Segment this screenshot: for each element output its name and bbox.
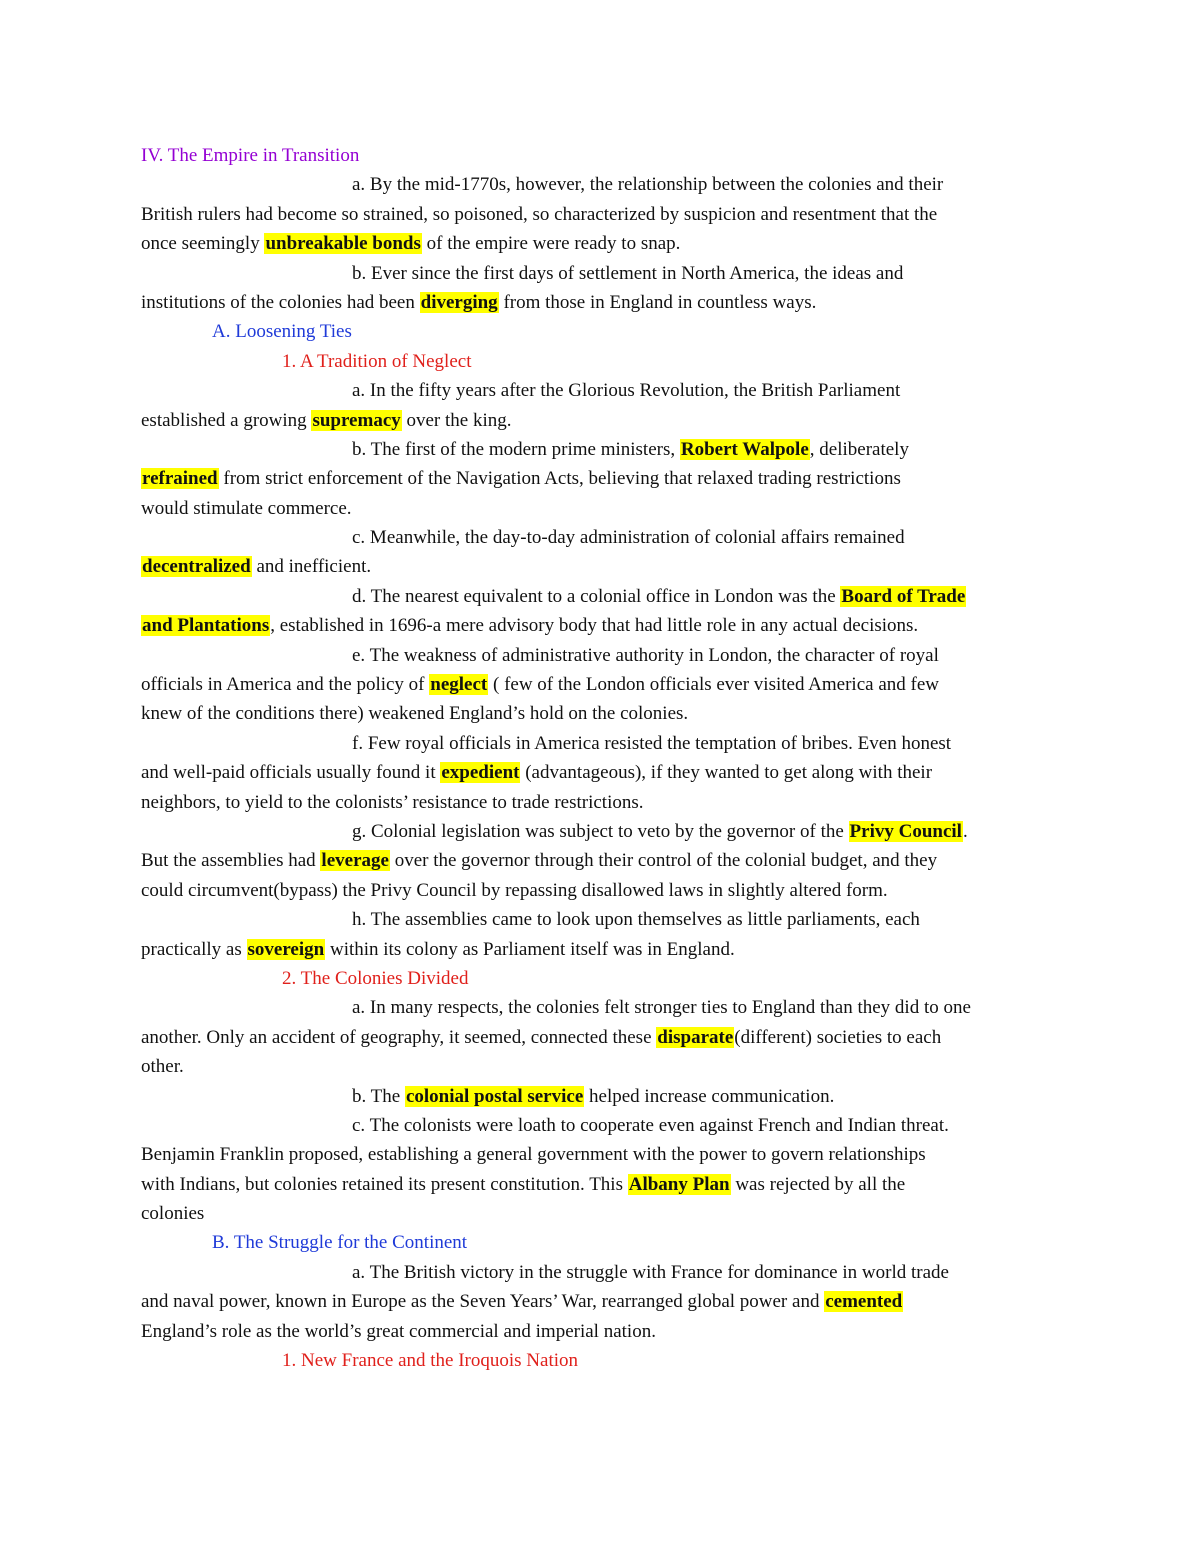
- text-line: d. The nearest equivalent to a colonial office in London was the Board of Trade: [352, 585, 966, 607]
- highlighted-term: unbreakable bonds: [265, 233, 421, 255]
- text-line: established a growing supremacy over the king.: [141, 409, 512, 431]
- section-a-heading: A. Loosening Ties: [212, 321, 352, 343]
- text-line: British rulers had become so strained, so poisoned, so characterized by suspicion and resentment that the: [141, 203, 938, 225]
- text-line: colonies: [141, 1203, 205, 1225]
- document-body: [141, 141, 1061, 1375]
- highlighted-term: diverging: [420, 291, 498, 313]
- subsection-a2-paragraphs: [141, 993, 1061, 1228]
- text-line: once seemingly unbreakable bonds of the empire were ready to snap.: [141, 233, 681, 255]
- text-line: England’s role as the world’s great commercial and imperial nation.: [141, 1320, 656, 1342]
- text-line: c. Meanwhile, the day-to-day administration of colonial affairs remained: [352, 527, 905, 549]
- text-line: Benjamin Franklin proposed, establishing a general government with the power to govern relationships: [141, 1144, 926, 1166]
- text-line: b. The first of the modern prime ministers, Robert Walpole, deliberately: [352, 438, 909, 460]
- section-b-heading: B. The Struggle for the Continent: [212, 1232, 468, 1254]
- subsection-a1-paragraphs: [141, 376, 1061, 964]
- highlighted-term: neglect: [430, 674, 488, 696]
- highlighted-term: Privy Council: [849, 820, 962, 842]
- text-line: institutions of the colonies had been diverging from those in England in countless ways.: [141, 291, 817, 313]
- subsection-a2-heading: 2. The Colonies Divided: [282, 967, 469, 989]
- text-line: knew of the conditions there) weakened England’s hold on the colonies.: [141, 703, 689, 725]
- text-line: decentralized and inefficient.: [142, 556, 372, 578]
- text-line: other.: [141, 1056, 184, 1078]
- text-line: a. In many respects, the colonies felt stronger ties to England than they did to one: [352, 997, 971, 1019]
- highlighted-term: colonial postal service: [405, 1085, 584, 1107]
- text-line: b. The colonial postal service helped increase communication.: [352, 1085, 835, 1107]
- highlighted-term: decentralized: [142, 556, 251, 578]
- intro-paragraphs: [141, 170, 1061, 317]
- text-line: b. Ever since the first days of settlement in North America, the ideas and: [352, 262, 904, 284]
- text-line: c. The colonists were loath to cooperate even against French and Indian threat.: [352, 1114, 949, 1136]
- highlighted-term: Albany Plan: [628, 1173, 730, 1195]
- text-line: f. Few royal officials in America resisted the temptation of bribes. Even honest: [352, 732, 952, 754]
- page-title: IV. The Empire in Transition: [141, 145, 360, 166]
- highlighted-term: Board of Trade: [841, 585, 966, 607]
- text-line: with Indians, but colonies retained its present constitution. This Albany Plan was rejected by all the: [141, 1173, 906, 1195]
- text-line: would stimulate commerce.: [141, 497, 352, 519]
- highlighted-term: leverage: [321, 850, 389, 872]
- highlighted-term: refrained: [142, 468, 218, 490]
- text-line: practically as sovereign within its colony as Parliament itself was in England.: [141, 938, 735, 960]
- text-line: a. By the mid-1770s, however, the relationship between the colonies and their: [352, 174, 944, 196]
- text-line: and Plantations, established in 1696-a mere advisory body that had little role in any actual decisions.: [142, 615, 919, 637]
- highlighted-term: supremacy: [312, 409, 401, 431]
- section-b-paragraphs: [141, 1258, 1061, 1346]
- text-line: officials in America and the policy of neglect ( few of the London officials ever visited America and few: [141, 674, 939, 696]
- text-line: g. Colonial legislation was subject to veto by the governor of the Privy Council.: [352, 820, 968, 842]
- text-line: e. The weakness of administrative authority in London, the character of royal: [352, 644, 939, 666]
- highlighted-term: and Plantations: [142, 615, 270, 637]
- text-line: and naval power, known in Europe as the Seven Years’ War, rearranged global power and cemented: [141, 1291, 903, 1313]
- text-line: h. The assemblies came to look upon themselves as little parliaments, each: [352, 909, 920, 931]
- text-line: neighbors, to yield to the colonists’ resistance to trade restrictions.: [141, 791, 644, 813]
- subsection-a1-heading: 1. A Tradition of Neglect: [282, 350, 472, 372]
- highlighted-term: cemented: [825, 1291, 903, 1313]
- subsection-b1-heading: 1. New France and the Iroquois Nation: [282, 1350, 579, 1372]
- highlighted-term: Robert Walpole: [680, 438, 809, 460]
- text-line: But the assemblies had leverage over the governor through their control of the colonial budget, and they: [141, 850, 938, 872]
- text-line: could circumvent(bypass) the Privy Council by repassing disallowed laws in slightly altered form.: [141, 879, 888, 901]
- text-line: refrained from strict enforcement of the Navigation Acts, believing that relaxed trading restrictions: [142, 468, 901, 490]
- highlighted-term: disparate: [657, 1026, 734, 1048]
- highlighted-term: sovereign: [247, 938, 325, 960]
- text-line: another. Only an accident of geography, it seemed, connected these disparate(different) societies to each: [141, 1026, 942, 1048]
- text-line: and well-paid officials usually found it expedient (advantageous), if they wanted to get along with their: [141, 762, 933, 784]
- text-line: a. In the fifty years after the Glorious Revolution, the British Parliament: [352, 380, 901, 402]
- text-line: a. The British victory in the struggle with France for dominance in world trade: [352, 1261, 949, 1283]
- highlighted-term: expedient: [441, 762, 520, 784]
